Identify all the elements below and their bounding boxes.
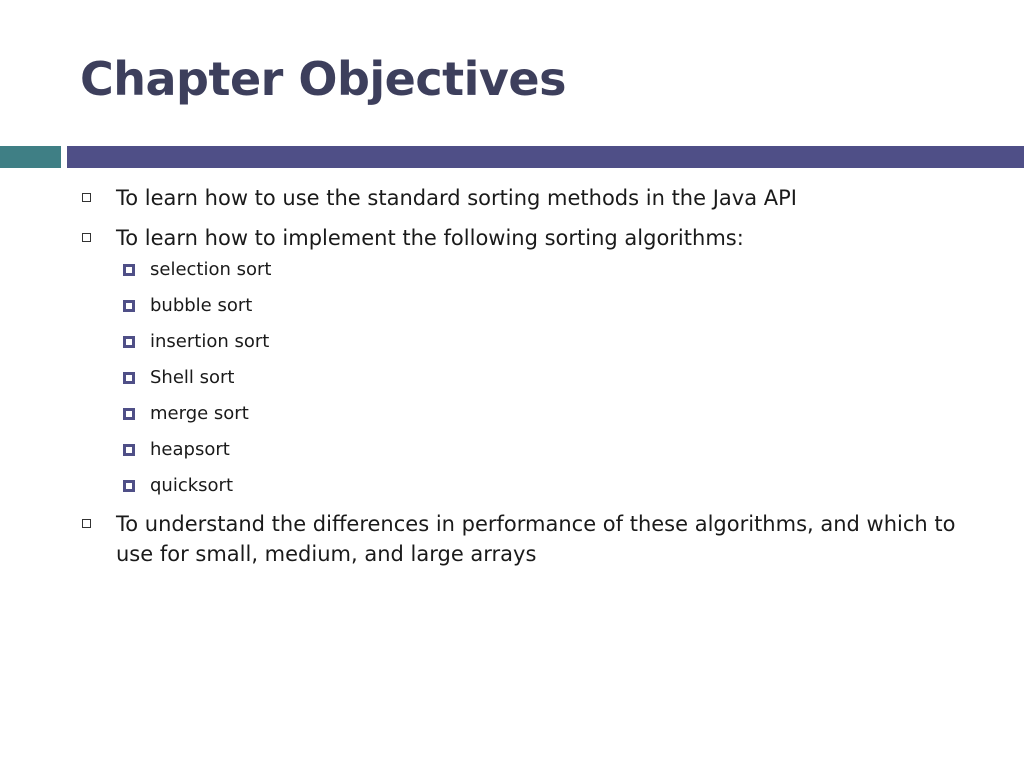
sub-bullet-text: selection sort [150, 259, 272, 280]
hollow-square-bullet-icon [82, 233, 91, 242]
sub-bullet-text: Shell sort [150, 367, 235, 388]
sub-bullet-item [116, 401, 960, 427]
square-bullet-icon [123, 408, 135, 420]
sub-bullet-text: quicksort [150, 475, 234, 496]
title-divider-bar [67, 146, 1024, 168]
square-bullet-icon [123, 372, 135, 384]
hollow-square-bullet-icon [82, 519, 91, 528]
sub-bullet-item [116, 293, 960, 319]
square-bullet-icon [123, 300, 135, 312]
slide-body [80, 183, 960, 579]
sub-bullet-item [116, 365, 960, 391]
sub-bullet-item [116, 473, 960, 499]
sub-bullet-text: bubble sort [150, 295, 253, 316]
square-bullet-icon [123, 336, 135, 348]
bullet-text: To understand the differences in performance of these algorithms, and which to use for small, medium, and large arrays [116, 512, 956, 566]
title-divider-accent [0, 146, 61, 168]
slide-title: Chapter Objectives [80, 52, 566, 106]
sub-bullet-text: merge sort [150, 403, 249, 424]
sub-bullet-text: heapsort [150, 439, 230, 460]
square-bullet-icon [123, 444, 135, 456]
sub-bullet-item [116, 329, 960, 355]
bullet-item [80, 223, 960, 499]
sub-bullet-item [116, 257, 960, 283]
sub-bullet-list [116, 257, 960, 499]
bullet-text: To learn how to implement the following sorting algorithms: [116, 226, 744, 250]
hollow-square-bullet-icon [82, 193, 91, 202]
sub-bullet-text: insertion sort [150, 331, 270, 352]
bullet-text: To learn how to use the standard sorting methods in the Java API [116, 186, 797, 210]
bullet-item [80, 183, 960, 213]
bullet-item [80, 509, 960, 569]
square-bullet-icon [123, 264, 135, 276]
sub-bullet-item [116, 437, 960, 463]
bullet-list [80, 183, 960, 569]
square-bullet-icon [123, 480, 135, 492]
